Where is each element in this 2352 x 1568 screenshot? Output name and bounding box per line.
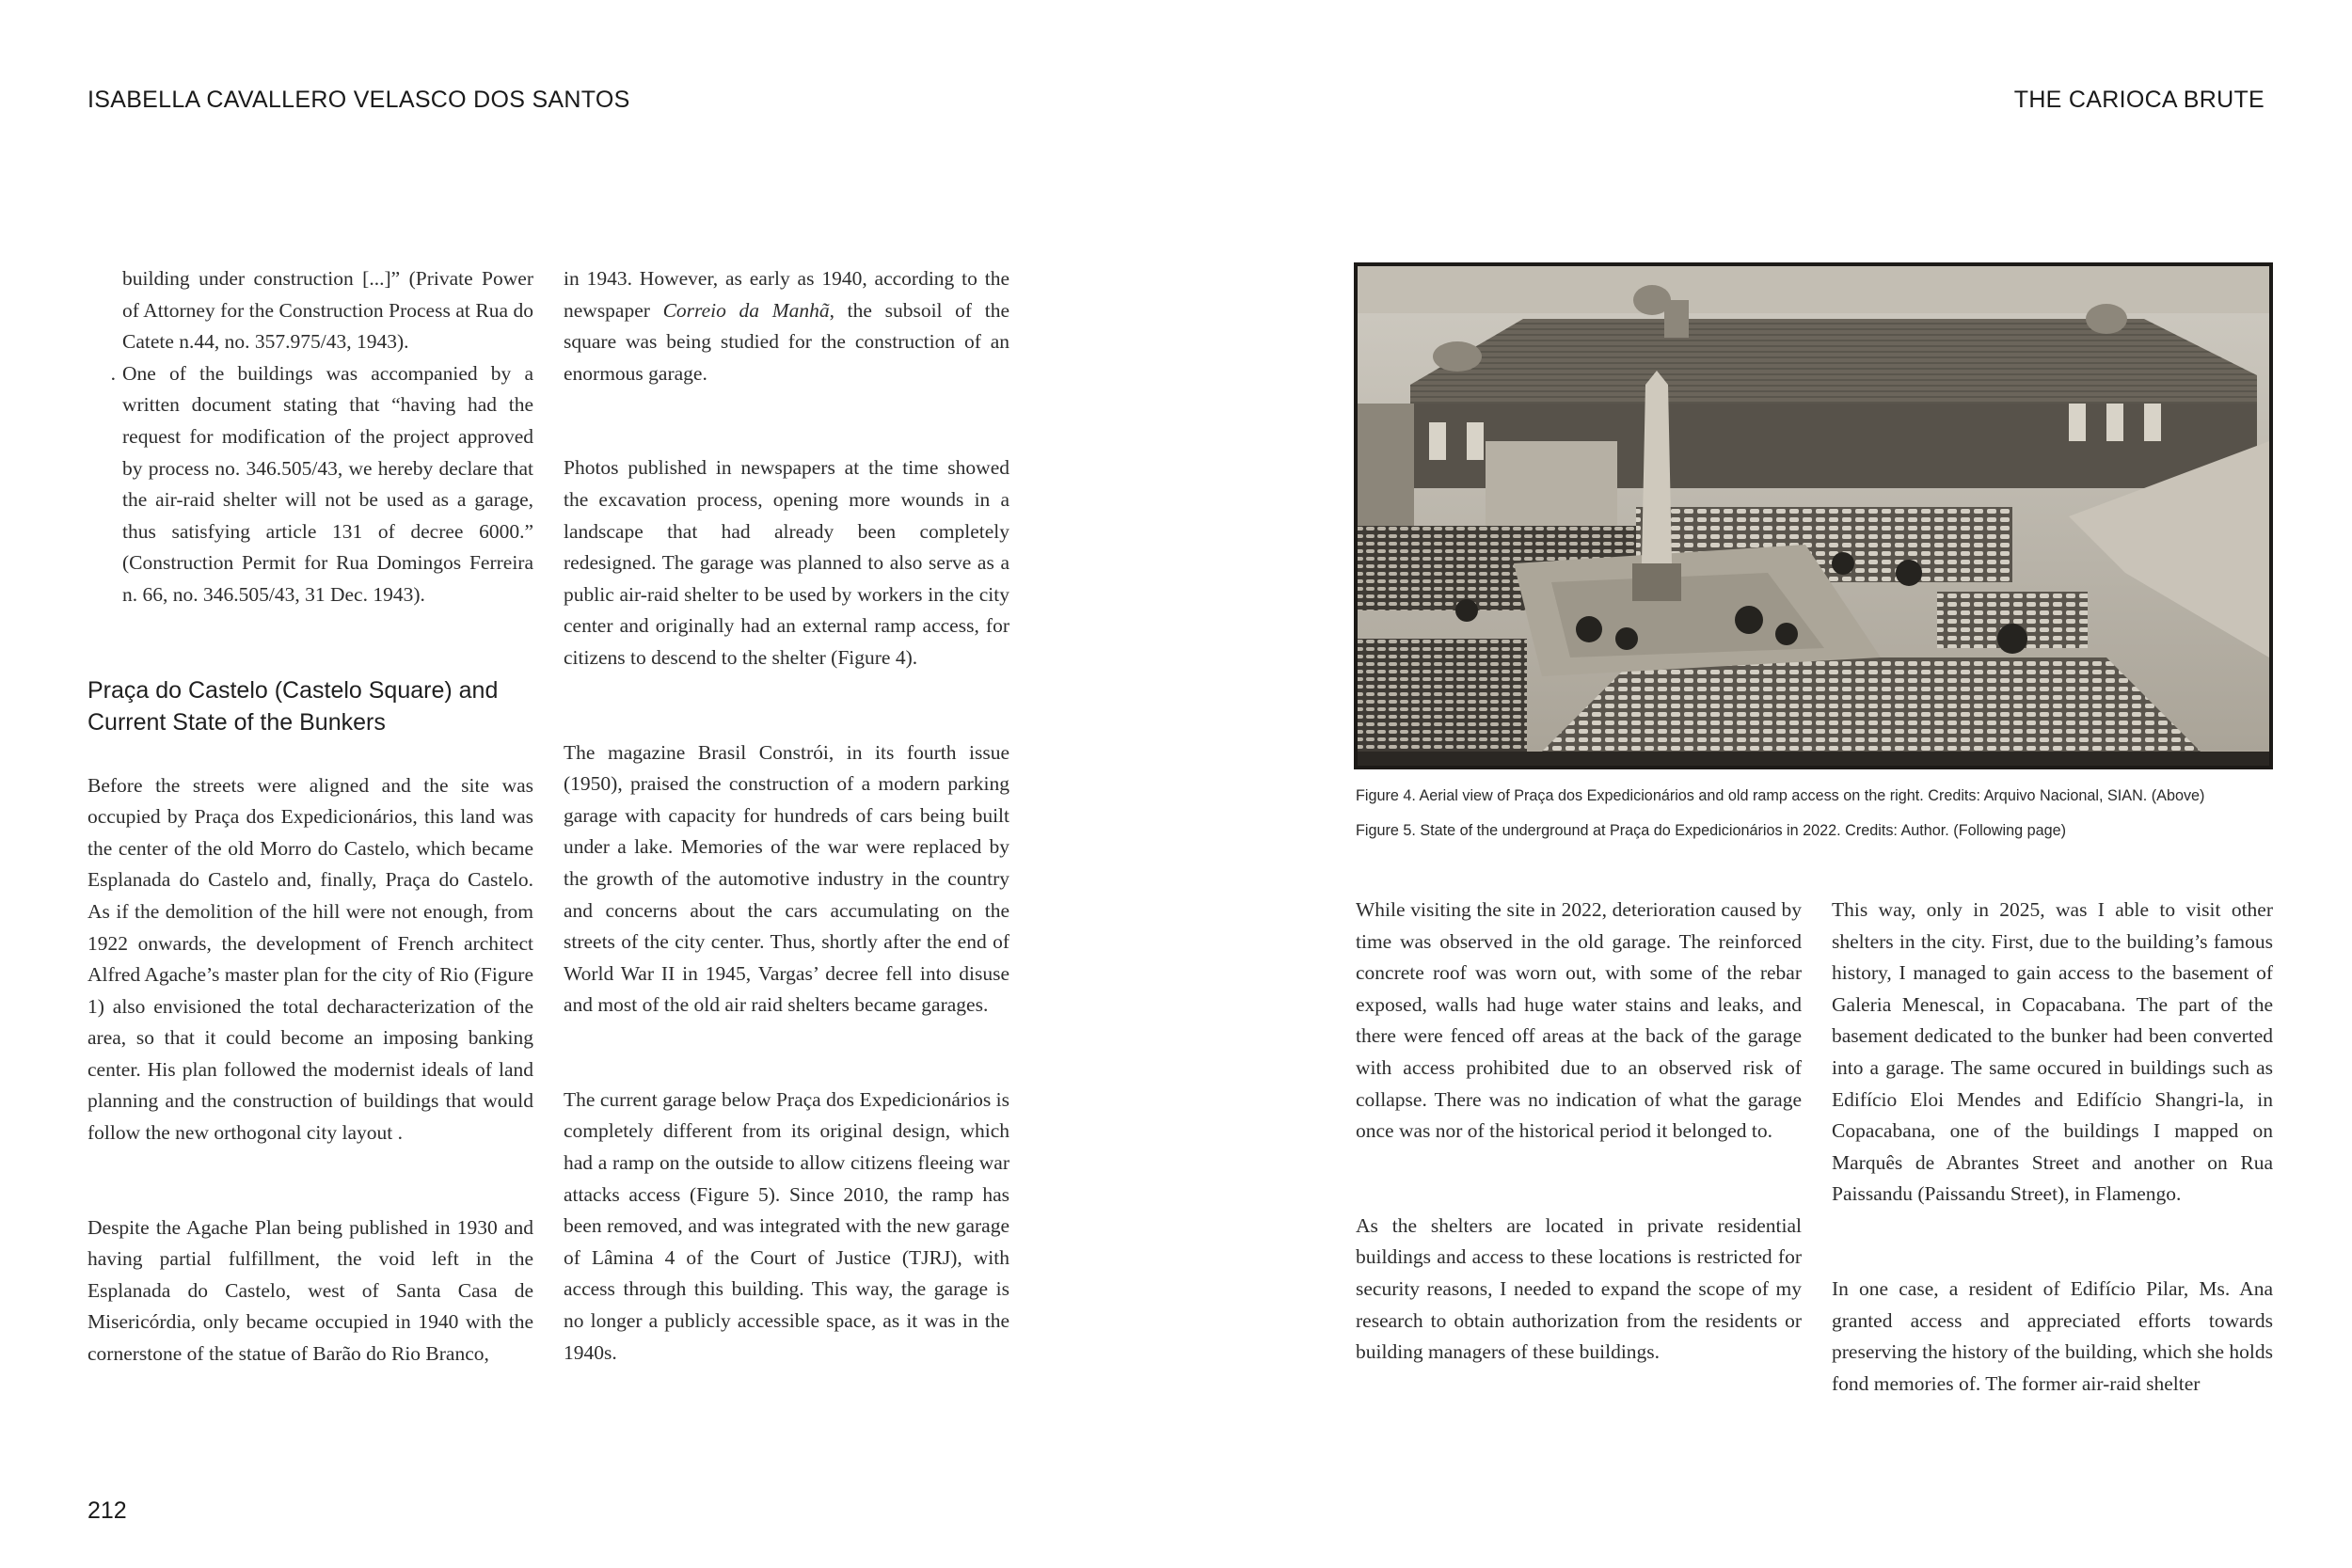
photo-illustration (1354, 262, 2273, 769)
list-item (110, 358, 533, 611)
paragraph: In one case, a resident of Edifício Pilar, Ms. Ana granted access and appreciated efforts towards preserving the history of the building, which she holds fond memories of. The former air-raid shelter (1832, 1276, 2273, 1395)
list-item (122, 263, 533, 358)
newspaper-title: Correio da Manhã (662, 298, 830, 322)
running-header-title: THE CARIOCA BRUTE (2013, 87, 2265, 113)
list-marker: . (110, 361, 116, 385)
list-item-text: building under construction [...]” (Private Power of Attorney for the Construction Process at Rua do Catete n.44, no. 357.975/43, 1943). (122, 267, 533, 354)
text-column-1 (87, 263, 533, 1370)
text-column-3 (1356, 895, 1802, 1369)
section-heading: Praça do Castelo (Castelo Square) and Current State of the Bunkers (87, 676, 499, 736)
text-run: , the subsoil of the square was being studied for the construction of an enormous garage. (564, 298, 1010, 385)
paragraph: The magazine Brasil Constrói, in its fourth issue (1950), praised the construction of a modern parking garage with capacity for hundreds of cars being built under a lake. Memories of the war were replaced by the growth of the automotive industry in the country and concerns about the cars accumulating on the streets of the city center. Thus, shortly after the end of World War II in 1945, Vargas’ decree fell into disuse and most of the old air raid shelters became garages. (564, 740, 1009, 1017)
aerial-photograph (1354, 262, 2273, 769)
text-run: in 1943. However, as early as 1940, according to the newspaper (564, 267, 1009, 322)
running-header-author: ISABELLA CAVALLERO VELASCO DOS SANTOS (87, 87, 630, 113)
figure-4-caption: Figure 4. Aerial view of Praça dos Expedicionários and old ramp access on the right. Credits: Arquivo Nacional, SIAN. (Above) (1356, 787, 2205, 804)
paragraph: Before the streets were aligned and the site was occupied by Praça dos Expedicionários, this land was the center of the old Morro do Castelo, which became Esplanada do Castelo and, finally, Praça do Castelo. As if the demolition of the hill were not enough, from 1922 onwards, the development of French architect Alfred Agache’s master plan for the city of Rio (Figure 1) also envisioned the total decharacterization of the area, so that it could become an imposing banking center. His plan followed the modernist ideals of land planning and the construction of buildings that would follow the new orthogonal city layout . (87, 773, 533, 1145)
paragraph: Despite the Agache Plan being published in 1930 and having partial fulfillment, the void left in the Esplanada do Castelo, west of Santa Casa de Misericórdia, only became occupied in 1940 with the cornerstone of the statue of Barão do Rio Branco, (87, 1215, 533, 1366)
paragraph: Photos published in newspapers at the time showed the excavation process, opening more wounds in a landscape that had already been completely redesigned. The garage was planned to also serve as a public air-raid shelter to be used by workers in the city center and originally had an external ramp access, for citizens to descend to the shelter (Figure 4). (564, 456, 1009, 669)
paragraph: This way, only in 2025, was I able to visit other shelters in the city. First, due to the building’s famous history, I managed to gain access to the basement of Galeria Menescal, in Copacabana. The part of the basement dedicated to the bunker had been converted into a garage. The same occured in buildings such as Edifício Eloi Mendes and Edifício Shangri-la, in Copacabana, one of the buildings I mapped on Marquês de Abrantes Street and another on Rua Paissandu (Paissandu Street), in Flamengo. (1832, 898, 2273, 1206)
paragraph (564, 263, 1009, 389)
list-item-text: One of the buildings was accompanied by a written document stating that “having had the request for modification of the project approved by process no. 346.505/43, we hereby declare that the air-raid shelter will not be used as a garage, thus satisfying article 131 of decree 6000.” (Construction Permit for Rua Domingos Ferreira n. 66, no. 346.505/43, 31 Dec. 1943). (122, 361, 533, 606)
text-column-2 (564, 263, 1009, 1369)
figure-5-caption: Figure 5. State of the underground at Praça do Expedicionários in 2022. Credits: Author. (Following page) (1356, 822, 2066, 839)
numbered-list (87, 263, 533, 611)
paragraph: The current garage below Praça dos Expedicionários is completely different from its original design, which had a ramp on the outside to allow citizens fleeing war attacks access (Figure 5). Since 2010, the ramp has been removed, and was integrated with the new garage of Lâmina 4 of the Court of Justice (TJRJ), with access through this building. This way, the garage is no longer a publicly accessible space, as it was in the 1940s. (564, 1087, 1009, 1364)
text-column-4 (1832, 895, 2273, 1400)
paragraph: While visiting the site in 2022, deterioration caused by time was observed in the old garage. The reinforced concrete roof was worn out, with some of the rebar exposed, walls had huge water stains and leaks, and there were fenced off areas at the back of the garage with access prohibited due to an observed risk of collapse. There was no indication of what the garage once was nor of the historical period it belonged to. (1356, 898, 1802, 1143)
paragraph: As the shelters are located in private residential buildings and access to these locations is restricted for security reasons, I needed to expand the scope of my research to obtain authorization from the residents or building managers of these buildings. (1356, 1213, 1802, 1364)
page-number: 212 (87, 1497, 127, 1524)
